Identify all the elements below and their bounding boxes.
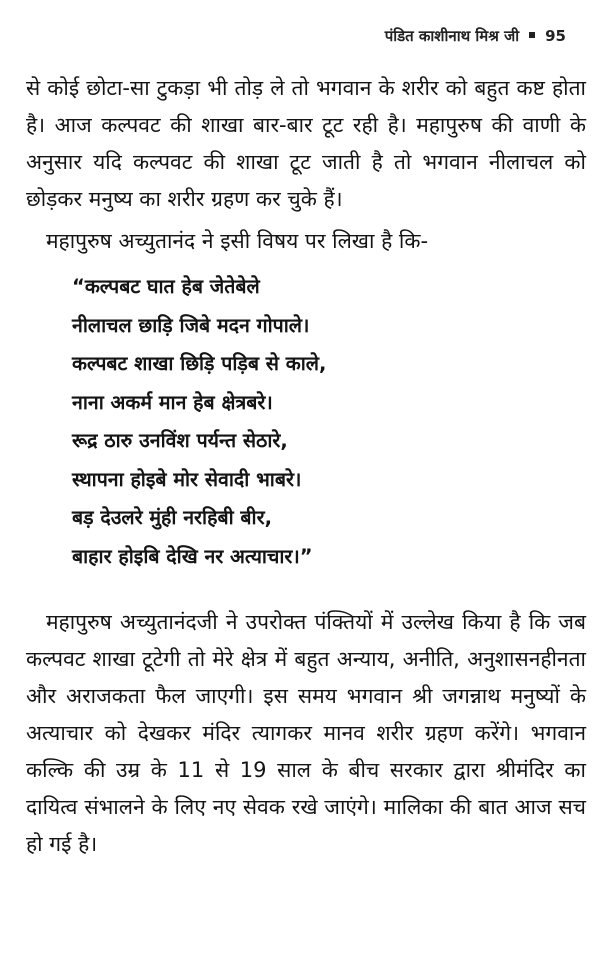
verse-intro: महापुरुष अच्युतानंद ने इसी विषय पर लिखा है कि- (46, 229, 429, 253)
verse-line: रूद्र ठारु उनविंश पर्यन्त सेठारे, (72, 429, 288, 452)
verse-line: बड़ देउलरे मुंही नरहिबी बीर, (72, 506, 272, 529)
verse-line: कल्पबट शाखा छिड़ि पड़िब से काले, (72, 352, 327, 375)
verse-line: नाना अकर्म मान हेब क्षेत्रबरे। (72, 390, 273, 414)
paragraph-1: से कोई छोटा-सा टुकड़ा भी तोड़ ले तो भगवान के शरीर को बहुत कष्ट होता है। आज कल्पवट की शाखा बार-बार टूट रही है। महापुरुष की वाणी के अनुसार यदि कल्पवट की शाखा टूट जाती है तो भगवान नीलाचल को छोड़कर मनुष्य का शरीर ग्रहण कर चुके हैं। (26, 76, 586, 211)
page-number: 95 (545, 27, 566, 45)
verse-line: “कल्पबट घात हेब जेतेबेले (72, 275, 260, 298)
verse-line: स्थापना होइबे मोर सेवादी भाबरे। (72, 467, 302, 491)
running-header (385, 26, 566, 46)
verse-line: नीलाचल छाड़ि जिबे मदन गोपाले। (72, 313, 310, 337)
page-body (26, 70, 586, 863)
verse-line: बाहार होइबि देखि नर अत्याचार।” (72, 544, 313, 568)
paragraph-2: महापुरुष अच्युतानंदजी ने उपरोक्त पंक्तियों में उल्लेख किया है कि जब कल्पवट शाखा टूटेगी तो मेरे क्षेत्र में बहुत अन्याय, अनीति, अनुशासनहीनता और अराजकता फैल जाएगी। इस समय भगवान श्री जगन्नाथ मनुष्यों के अत्याचार को देखकर मंदिर त्यागकर मानव शरीर ग्रहण करेंगे। भगवान कल्कि की उम्र के 11 से 19 साल के बीच सरकार द्वारा श्रीमंदिर का दायित्व संभालने के लिए नए सेवक रखे जाएंगे। मालिका की बात आज सच हो गई है। (26, 610, 586, 856)
running-title: पंडित काशीनाथ मिश्र जी (384, 27, 520, 45)
separator-square-icon (529, 32, 535, 38)
verse-block (72, 268, 586, 576)
